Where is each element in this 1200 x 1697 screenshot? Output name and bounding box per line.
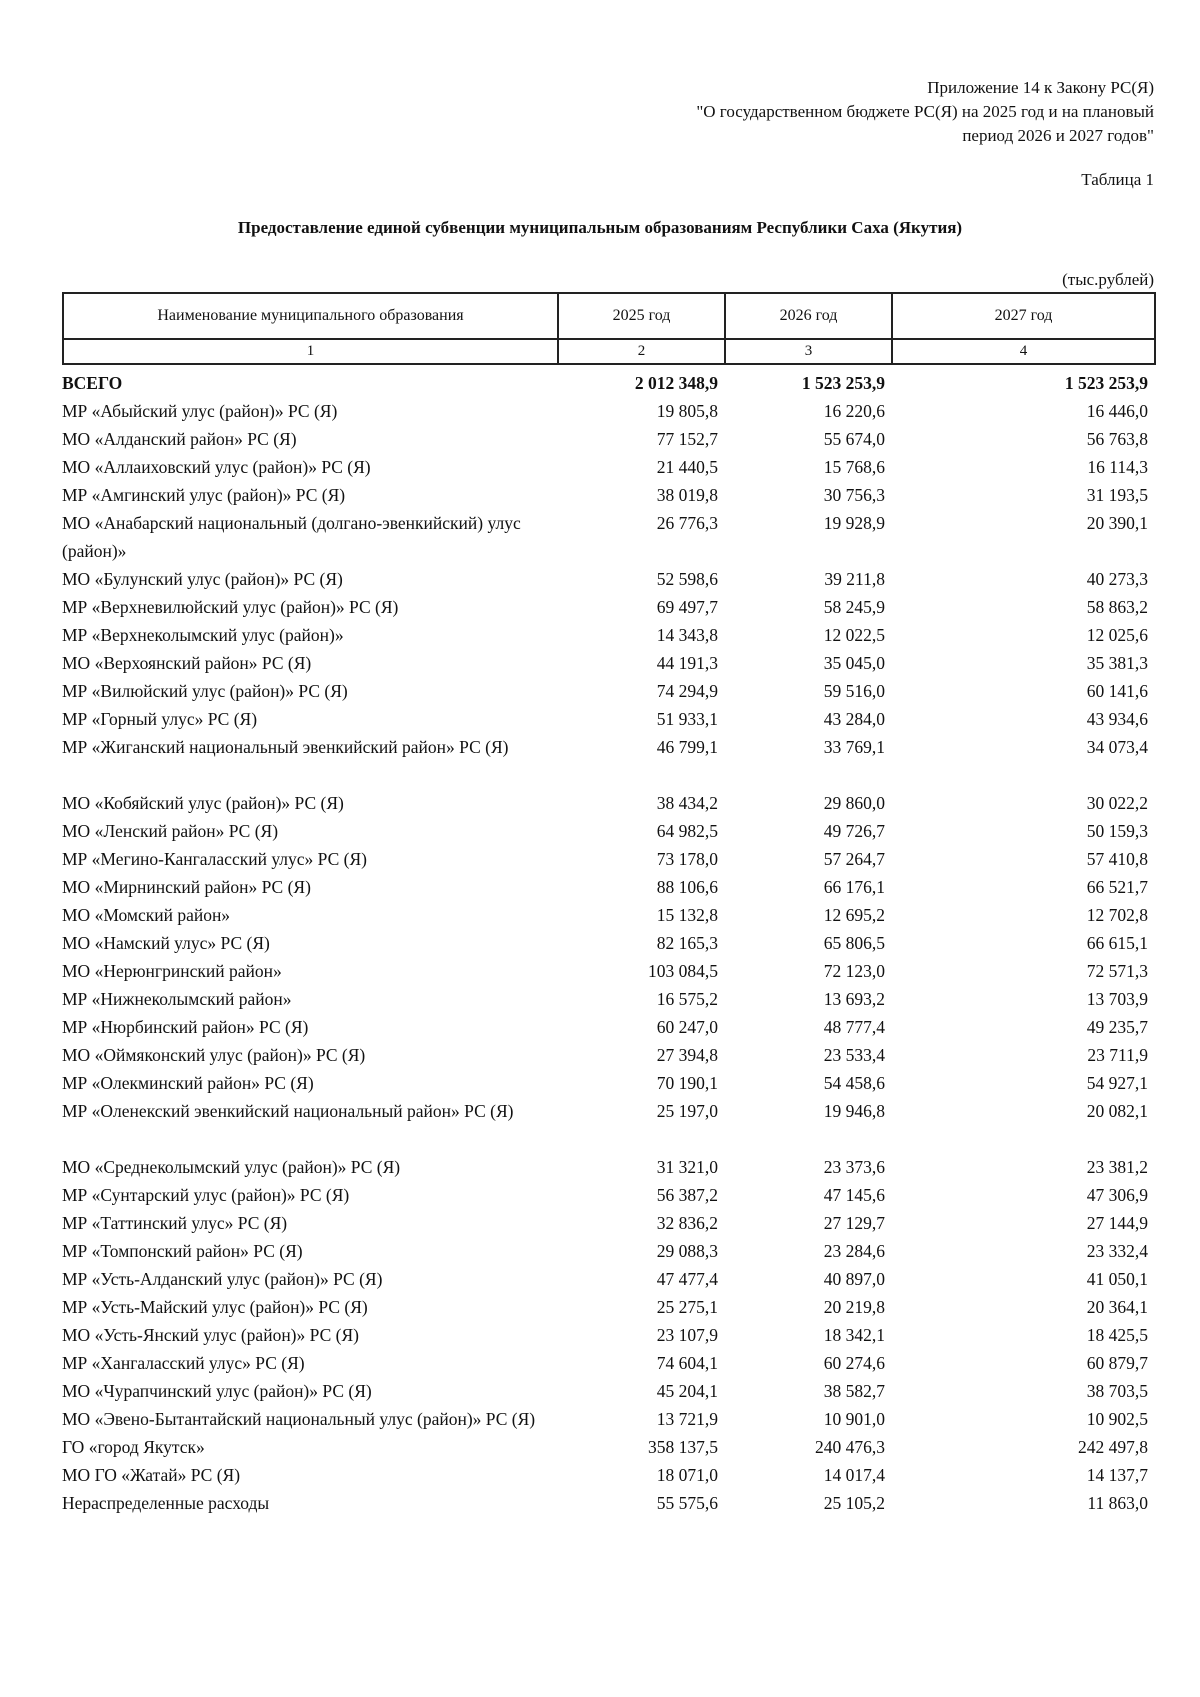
municipality-name: МО «Эвено-Бытантайский национальный улус (район)» РС (Я)	[62, 1409, 536, 1429]
value-2026: 48 777,4	[823, 1017, 885, 1037]
value-2027: 57 410,8	[1086, 849, 1148, 869]
value-2026: 43 284,0	[823, 709, 885, 729]
table-row	[62, 1013, 1154, 1041]
header-row	[63, 293, 1155, 339]
value-2027: 58 863,2	[1086, 597, 1148, 617]
value-2027: 11 863,0	[1087, 1493, 1148, 1513]
value-2027: 66 521,7	[1086, 877, 1148, 897]
table-row	[62, 845, 1154, 873]
value-2026: 55 674,0	[823, 429, 885, 449]
table-row	[62, 1377, 1154, 1405]
value-2025: 45 204,1	[656, 1381, 718, 1401]
municipality-name: МО «Момский район»	[62, 905, 231, 925]
value-2026: 54 458,6	[823, 1073, 885, 1093]
value-2026: 1 523 253,9	[801, 373, 885, 393]
table-row	[62, 1069, 1154, 1097]
municipality-name: МО «Оймяконский улус (район)» РС (Я)	[62, 1045, 366, 1065]
municipality-name: МО ГО «Жатай» РС (Я)	[62, 1465, 241, 1485]
value-2026: 23 284,6	[823, 1241, 885, 1261]
value-2025: 44 191,3	[656, 653, 718, 673]
value-2027: 14 137,7	[1086, 1465, 1148, 1485]
value-2026: 15 768,6	[823, 457, 885, 477]
municipality-name: МО «Анабарский национальный (долгано-эвенкийский) улус (район)»	[62, 513, 521, 561]
value-2025: 103 084,5	[648, 961, 718, 981]
value-2026: 19 946,8	[823, 1101, 885, 1121]
value-2027: 54 927,1	[1086, 1073, 1148, 1093]
value-2025: 82 165,3	[656, 933, 718, 953]
value-2027: 16 446,0	[1086, 401, 1148, 421]
municipality-name: МР «Мегино-Кангаласский улус» РС (Я)	[62, 849, 367, 869]
value-2027: 20 082,1	[1086, 1101, 1148, 1121]
value-2025: 38 019,8	[656, 485, 718, 505]
value-2026: 27 129,7	[823, 1213, 885, 1233]
municipality-name: МР «Верхнеколымский улус (район)»	[62, 625, 344, 645]
value-2025: 23 107,9	[656, 1325, 718, 1345]
value-2026: 40 897,0	[823, 1269, 885, 1289]
value-2027: 60 879,7	[1086, 1353, 1148, 1373]
municipality-name: МР «Вилюйский улус (район)» РС (Я)	[62, 681, 348, 701]
value-2025: 60 247,0	[656, 1017, 718, 1037]
municipality-name: МО «Алданский район» РС (Я)	[62, 429, 297, 449]
value-2026: 33 769,1	[823, 737, 885, 757]
value-2027: 38 703,5	[1086, 1381, 1148, 1401]
table-row	[62, 873, 1154, 901]
value-2027: 16 114,3	[1087, 457, 1148, 477]
table-row	[62, 929, 1154, 957]
value-2026: 14 017,4	[823, 1465, 885, 1485]
value-2026: 39 211,8	[824, 569, 885, 589]
municipality-name: МР «Оленекский эвенкийский национальный район» РС (Я)	[62, 1101, 514, 1121]
header-line-3: период 2026 и 2027 годов"	[962, 126, 1154, 145]
column-number: 1	[63, 339, 558, 364]
value-2026: 10 901,0	[823, 1409, 885, 1429]
table-row	[62, 733, 1154, 761]
value-2026: 240 476,3	[815, 1437, 885, 1457]
table-row	[62, 1489, 1154, 1517]
value-2025: 2 012 348,9	[634, 373, 718, 393]
municipality-name: МО «Аллаиховский улус (район)» РС (Я)	[62, 457, 371, 477]
value-2025: 27 394,8	[656, 1045, 718, 1065]
value-2027: 34 073,4	[1086, 737, 1148, 757]
municipality-name: МР «Абыйский улус (район)» РС (Я)	[62, 401, 338, 421]
value-2025: 46 799,1	[656, 737, 718, 757]
table-row	[62, 481, 1154, 509]
value-2026: 38 582,7	[823, 1381, 885, 1401]
value-2026: 29 860,0	[823, 793, 885, 813]
value-2026: 72 123,0	[823, 961, 885, 981]
municipality-name: ГО «город Якутск»	[62, 1437, 205, 1457]
value-2026: 30 756,3	[823, 485, 885, 505]
value-2026: 12 695,2	[823, 905, 885, 925]
value-2026: 12 022,5	[823, 625, 885, 645]
value-2025: 69 497,7	[656, 597, 718, 617]
table-row	[62, 1181, 1154, 1209]
value-2026: 47 145,6	[823, 1185, 885, 1205]
value-2027: 56 763,8	[1086, 429, 1148, 449]
table-header	[62, 292, 1156, 365]
municipality-name: МО «Усть-Янский улус (район)» РС (Я)	[62, 1325, 359, 1345]
table-row	[62, 621, 1154, 649]
value-2025: 31 321,0	[656, 1157, 718, 1177]
value-2025: 25 275,1	[656, 1297, 718, 1317]
value-2027: 23 381,2	[1086, 1157, 1148, 1177]
municipality-name: МР «Амгинский улус (район)» РС (Я)	[62, 485, 346, 505]
table-row	[62, 1153, 1154, 1181]
value-2027: 66 615,1	[1086, 933, 1148, 953]
value-2025: 88 106,6	[656, 877, 718, 897]
table-row	[62, 1461, 1154, 1489]
table-row	[62, 1237, 1154, 1265]
value-2026: 49 726,7	[823, 821, 885, 841]
value-2025: 16 575,2	[656, 989, 718, 1009]
value-2025: 38 434,2	[656, 793, 718, 813]
value-2025: 19 805,8	[656, 401, 718, 421]
table-row	[62, 1293, 1154, 1321]
municipality-name: МР «Горный улус» РС (Я)	[62, 709, 258, 729]
table-label: Таблица 1	[1081, 170, 1154, 189]
value-2025: 56 387,2	[656, 1185, 718, 1205]
value-2026: 35 045,0	[823, 653, 885, 673]
column-number: 2	[558, 339, 725, 364]
value-2027: 30 022,2	[1086, 793, 1148, 813]
value-2025: 73 178,0	[656, 849, 718, 869]
value-2025: 21 440,5	[656, 457, 718, 477]
value-2025: 14 343,8	[656, 625, 718, 645]
municipality-name: МР «Нюрбинский район» РС (Я)	[62, 1017, 309, 1037]
value-2027: 20 364,1	[1086, 1297, 1148, 1317]
value-2025: 74 294,9	[656, 681, 718, 701]
table-row	[62, 817, 1154, 845]
municipality-name: МР «Олекминский район» РС (Я)	[62, 1073, 314, 1093]
municipality-name: МР «Томпонский район» РС (Я)	[62, 1241, 303, 1261]
value-2027: 23 711,9	[1087, 1045, 1148, 1065]
table-row	[62, 1405, 1154, 1433]
value-2025: 29 088,3	[656, 1241, 718, 1261]
value-2027: 27 144,9	[1086, 1213, 1148, 1233]
value-2026: 16 220,6	[823, 401, 885, 421]
value-2026: 57 264,7	[823, 849, 885, 869]
value-2026: 18 342,1	[823, 1325, 885, 1345]
value-2027: 12 702,8	[1086, 905, 1148, 925]
value-2027: 49 235,7	[1086, 1017, 1148, 1037]
municipality-name: МО «Намский улус» РС (Я)	[62, 933, 270, 953]
value-2027: 50 159,3	[1086, 821, 1148, 841]
value-2027: 12 025,6	[1086, 625, 1148, 645]
value-2025: 77 152,7	[656, 429, 718, 449]
column-header-2026: 2026 год	[725, 293, 892, 339]
table-row	[62, 397, 1154, 425]
value-2026: 60 274,6	[823, 1353, 885, 1373]
table-row	[62, 985, 1154, 1013]
column-header-2027: 2027 год	[892, 293, 1155, 339]
value-2027: 13 703,9	[1086, 989, 1148, 1009]
municipality-name: МР «Таттинский улус» РС (Я)	[62, 1213, 288, 1233]
header-line-1: Приложение 14 к Закону РС(Я)	[927, 78, 1154, 97]
value-2027: 31 193,5	[1086, 485, 1148, 505]
municipality-name: Нераспределенные расходы	[62, 1493, 270, 1513]
value-2025: 51 933,1	[656, 709, 718, 729]
municipality-name: МР «Усть-Майский улус (район)» РС (Я)	[62, 1297, 368, 1317]
value-2027: 47 306,9	[1086, 1185, 1148, 1205]
value-2025: 32 836,2	[656, 1213, 718, 1233]
municipality-name: МО «Мирнинский район» РС (Я)	[62, 877, 311, 897]
value-2027: 43 934,6	[1086, 709, 1148, 729]
municipality-name: МО «Среднеколымский улус (район)» РС (Я)	[62, 1157, 401, 1177]
table-row	[62, 901, 1154, 929]
value-2026: 19 928,9	[823, 513, 885, 533]
value-2026: 20 219,8	[823, 1297, 885, 1317]
value-2027: 10 902,5	[1086, 1409, 1148, 1429]
header-line-2: "О государственном бюджете РС(Я) на 2025 год и на плановый	[696, 102, 1154, 121]
municipality-name: МР «Сунтарский улус (район)» РС (Я)	[62, 1185, 350, 1205]
municipality-name: МР «Хангаласский улус» РС (Я)	[62, 1353, 305, 1373]
municipality-name: МР «Жиганский национальный эвенкийский район» РС (Я)	[62, 737, 509, 757]
value-2025: 74 604,1	[656, 1353, 718, 1373]
table-row	[62, 789, 1154, 817]
value-2025: 52 598,6	[656, 569, 718, 589]
value-2025: 25 197,0	[656, 1101, 718, 1121]
municipality-name: МР «Усть-Алданский улус (район)» РС (Я)	[62, 1269, 383, 1289]
municipality-name: МО «Булунский улус (район)» РС (Я)	[62, 569, 343, 589]
document-header	[696, 76, 1154, 148]
value-2027: 20 390,1	[1086, 513, 1148, 533]
table-row	[62, 565, 1154, 593]
column-number: 3	[725, 339, 892, 364]
value-2026: 25 105,2	[823, 1493, 885, 1513]
value-2027: 23 332,4	[1086, 1241, 1148, 1261]
column-number: 4	[892, 339, 1155, 364]
table-row	[62, 1433, 1154, 1461]
value-2027: 242 497,8	[1078, 1437, 1148, 1457]
value-2027: 41 050,1	[1086, 1269, 1148, 1289]
table-row	[62, 705, 1154, 733]
value-2026: 65 806,5	[823, 933, 885, 953]
page-title: Предоставление единой субвенции муниципальным образованиям Республики Саха (Якутия)	[237, 218, 963, 237]
value-2027: 60 141,6	[1086, 681, 1148, 701]
table-row	[62, 425, 1154, 453]
table-row	[62, 677, 1154, 705]
table-row	[62, 1097, 1154, 1125]
value-2026: 23 373,6	[823, 1157, 885, 1177]
table-row	[62, 957, 1154, 985]
table-row	[62, 649, 1154, 677]
municipality-name: МО «Кобяйский улус (район)» РС (Я)	[62, 793, 344, 813]
value-2025: 64 982,5	[656, 821, 718, 841]
value-2025: 15 132,8	[656, 905, 718, 925]
municipality-name: МР «Нижнеколымский район»	[62, 989, 292, 1009]
value-2027: 18 425,5	[1086, 1325, 1148, 1345]
table-row	[62, 453, 1154, 481]
value-2025: 13 721,9	[656, 1409, 718, 1429]
column-header-name: Наименование муниципального образования	[63, 293, 558, 339]
value-2026: 13 693,2	[823, 989, 885, 1009]
value-2025: 55 575,6	[656, 1493, 718, 1513]
municipality-name: МО «Нерюнгринский район»	[62, 961, 282, 981]
value-2026: 59 516,0	[823, 681, 885, 701]
value-2027: 1 523 253,9	[1064, 373, 1148, 393]
value-2025: 358 137,5	[648, 1437, 718, 1457]
row-spacer	[62, 1125, 1154, 1153]
value-2026: 58 245,9	[823, 597, 885, 617]
table-row	[62, 1209, 1154, 1237]
value-2027: 40 273,3	[1086, 569, 1148, 589]
table-row	[62, 509, 1154, 565]
table-row	[62, 1321, 1154, 1349]
table-row	[62, 1265, 1154, 1293]
municipality-name: ВСЕГО	[62, 373, 123, 393]
table-row	[62, 593, 1154, 621]
value-2027: 35 381,3	[1086, 653, 1148, 673]
value-2025: 18 071,0	[656, 1465, 718, 1485]
value-2025: 26 776,3	[656, 513, 718, 533]
row-spacer	[62, 761, 1154, 789]
total-row	[62, 369, 1154, 397]
municipality-name: МР «Верхневилюйский улус (район)» РС (Я)	[62, 597, 399, 617]
municipality-name: МО «Чурапчинский улус (район)» РС (Я)	[62, 1381, 372, 1401]
municipality-name: МО «Верхоянский район» РС (Я)	[62, 653, 312, 673]
column-number-row	[63, 339, 1155, 364]
table-row	[62, 1349, 1154, 1377]
column-header-2025: 2025 год	[558, 293, 725, 339]
municipality-name: МО «Ленский район» РС (Я)	[62, 821, 279, 841]
value-2025: 47 477,4	[656, 1269, 718, 1289]
value-2026: 66 176,1	[823, 877, 885, 897]
value-2026: 23 533,4	[823, 1045, 885, 1065]
units-label: (тыс.рублей)	[1062, 270, 1154, 289]
value-2027: 72 571,3	[1086, 961, 1148, 981]
subvention-table	[62, 369, 1154, 1517]
table-row	[62, 1041, 1154, 1069]
value-2025: 70 190,1	[656, 1073, 718, 1093]
